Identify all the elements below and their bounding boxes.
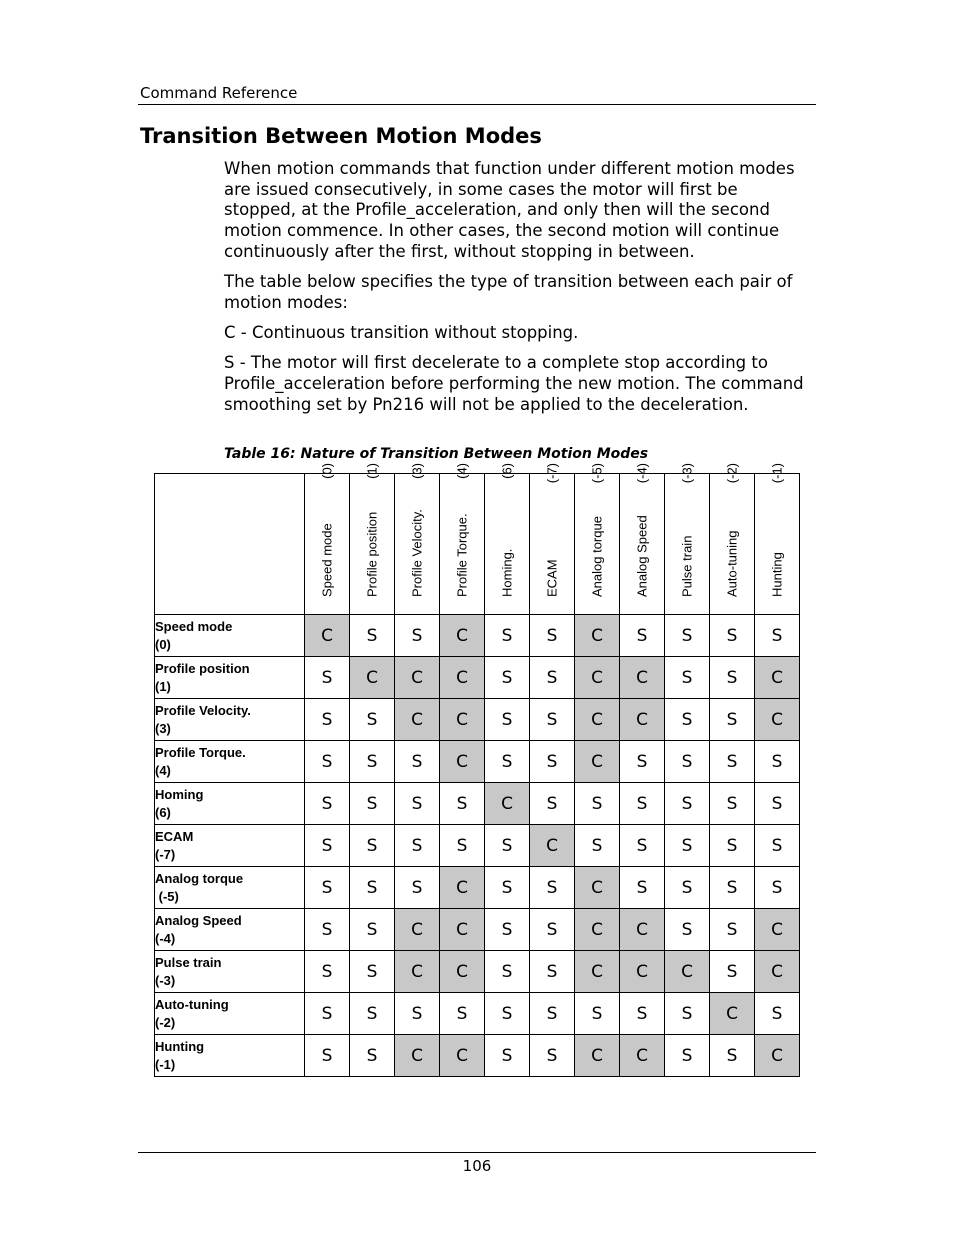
table-cell: S — [305, 951, 350, 993]
column-header-code: (-7) — [544, 463, 560, 484]
table-cell: C — [485, 783, 530, 825]
table-cell: S — [395, 741, 440, 783]
row-label — [155, 951, 305, 993]
table-cell: S — [485, 741, 530, 783]
table-cell: C — [575, 951, 620, 993]
table-cell: C — [755, 657, 800, 699]
table-cell: C — [395, 1035, 440, 1077]
table-cell: S — [710, 615, 755, 657]
table-cell: C — [755, 699, 800, 741]
table-cell: C — [440, 1035, 485, 1077]
column-header-name: Profile position — [364, 511, 380, 597]
table-cell: S — [575, 993, 620, 1035]
column-header — [485, 463, 530, 615]
row-label-name: ECAM — [155, 828, 194, 844]
row-label-code: (-4) — [155, 930, 176, 946]
table-cell: S — [485, 699, 530, 741]
row-label-code: (0) — [155, 636, 171, 652]
row-label — [155, 615, 305, 657]
table-cell: S — [440, 825, 485, 867]
page-number: 106 — [462, 1157, 492, 1175]
table-cell: S — [530, 993, 575, 1035]
table-cell: C — [395, 909, 440, 951]
column-header-name: ECAM — [544, 559, 560, 597]
table-cell: S — [665, 867, 710, 909]
table-cell: C — [575, 699, 620, 741]
column-header-code: (-2) — [724, 463, 740, 484]
table-row — [155, 699, 800, 741]
column-header — [305, 463, 350, 615]
table-cell: S — [710, 909, 755, 951]
table-cell: S — [665, 825, 710, 867]
table-cell: S — [350, 951, 395, 993]
table-row — [155, 825, 800, 867]
column-header — [665, 463, 710, 615]
table-cell: S — [305, 825, 350, 867]
row-label-code: (1) — [155, 678, 171, 694]
row-label — [155, 741, 305, 783]
column-header-name: Analog Speed — [634, 515, 650, 597]
table-cell: C — [440, 741, 485, 783]
column-header-name: Hunting — [769, 552, 785, 597]
table-cell: C — [350, 657, 395, 699]
row-label — [155, 783, 305, 825]
table-cell: C — [530, 825, 575, 867]
table-cell: S — [530, 783, 575, 825]
table-cell: S — [485, 615, 530, 657]
table-cell: C — [575, 1035, 620, 1077]
table-cell: S — [665, 993, 710, 1035]
table-cell: S — [620, 741, 665, 783]
table-cell: S — [665, 615, 710, 657]
table-cell: C — [710, 993, 755, 1035]
footer-rule — [138, 1152, 816, 1153]
table-cell: C — [305, 615, 350, 657]
table-cell: S — [620, 783, 665, 825]
row-label-name: Profile Velocity. — [155, 702, 251, 718]
row-label-code: (-7) — [155, 846, 176, 862]
table-cell: S — [530, 951, 575, 993]
table-cell: S — [305, 1035, 350, 1077]
row-label-code: (-3) — [155, 972, 176, 988]
column-header-name: Pulse train — [679, 535, 695, 597]
table-cell: S — [350, 867, 395, 909]
table-cell: S — [350, 825, 395, 867]
table-cell: S — [395, 993, 440, 1035]
table-cell: S — [575, 825, 620, 867]
table-cell: C — [440, 657, 485, 699]
table-cell: S — [350, 1035, 395, 1077]
body-text — [224, 159, 804, 425]
column-header — [755, 463, 800, 615]
paragraph-intro: When motion commands that function under different motion modes are issued consecutively, in some cases the motor will first be stopped, at the Profile_acceleration, and only then will the second motion commence. In other cases, the second motion will continue continuously after the first, without stopping in between. — [224, 159, 795, 261]
column-header — [620, 463, 665, 615]
paragraph-c-definition: C - Continuous transition without stopping. — [224, 322, 579, 342]
table-cell: S — [710, 867, 755, 909]
table-cell: C — [440, 909, 485, 951]
table-cell: S — [665, 783, 710, 825]
column-header-name: Homing. — [499, 548, 515, 597]
table-cell: S — [485, 993, 530, 1035]
table-cell: C — [665, 951, 710, 993]
table-cell: C — [395, 699, 440, 741]
column-header — [530, 463, 575, 615]
table-cell: S — [710, 951, 755, 993]
row-label-code: (-1) — [155, 1056, 176, 1072]
column-header-code: (6) — [499, 463, 515, 479]
column-header — [575, 463, 620, 615]
table-cell: C — [440, 615, 485, 657]
column-header-name: Speed mode — [319, 523, 335, 597]
table-cell: S — [710, 1035, 755, 1077]
table-row — [155, 867, 800, 909]
table-cell: S — [305, 741, 350, 783]
table-cell: C — [620, 951, 665, 993]
table-cell: C — [575, 741, 620, 783]
header-rule — [138, 104, 816, 105]
table-cell: C — [755, 951, 800, 993]
row-label-name: Auto-tuning — [155, 996, 229, 1012]
table-cell: S — [755, 615, 800, 657]
table-cell: S — [530, 741, 575, 783]
table-cell: S — [485, 1035, 530, 1077]
column-header-code: (0) — [319, 463, 335, 479]
column-header-code: (4) — [454, 463, 470, 479]
table-cell: S — [305, 993, 350, 1035]
table-cell: S — [710, 657, 755, 699]
table-row — [155, 783, 800, 825]
column-header-name: Analog torque — [589, 516, 605, 597]
table-cell: S — [755, 741, 800, 783]
table-cell: S — [755, 993, 800, 1035]
table-cell: C — [440, 951, 485, 993]
table-cell: S — [530, 657, 575, 699]
table-row — [155, 909, 800, 951]
row-label-name: Profile Torque. — [155, 744, 246, 760]
table-cell: C — [575, 867, 620, 909]
table-cell: C — [575, 615, 620, 657]
column-header-name: Profile Velocity. — [409, 509, 425, 597]
column-header-name: Auto-tuning — [724, 530, 740, 597]
column-header — [395, 463, 440, 615]
row-label — [155, 657, 305, 699]
row-label — [155, 1035, 305, 1077]
table-cell: S — [305, 909, 350, 951]
row-label-code: (6) — [155, 804, 171, 820]
row-label-name: Analog torque — [155, 870, 244, 886]
table-cell: S — [710, 825, 755, 867]
table-cell: S — [305, 657, 350, 699]
column-header-code: (-3) — [679, 463, 695, 484]
table-cell: S — [395, 783, 440, 825]
table-cell: S — [440, 993, 485, 1035]
table-cell: S — [620, 825, 665, 867]
row-label-code: (4) — [155, 762, 171, 778]
row-label-name: Speed mode — [155, 618, 233, 634]
table-cell: C — [440, 867, 485, 909]
table-cell: S — [710, 699, 755, 741]
table-cell: S — [530, 867, 575, 909]
table-cell: S — [395, 867, 440, 909]
column-header-code: (-1) — [769, 463, 785, 484]
table-header-row — [155, 474, 800, 615]
table-cell: S — [665, 741, 710, 783]
table-row — [155, 615, 800, 657]
table-cell: C — [620, 699, 665, 741]
row-label — [155, 909, 305, 951]
column-header — [710, 463, 755, 615]
row-label — [155, 993, 305, 1035]
table-cell: S — [350, 741, 395, 783]
table-cell: C — [620, 1035, 665, 1077]
row-label — [155, 867, 305, 909]
table-cell: S — [350, 909, 395, 951]
table-cell: S — [665, 909, 710, 951]
column-header-code: (3) — [409, 463, 425, 479]
table-cell: S — [665, 1035, 710, 1077]
transition-table — [154, 463, 800, 1077]
row-label-code: (3) — [155, 720, 171, 736]
table-cell: S — [530, 909, 575, 951]
table-cell: C — [755, 909, 800, 951]
table-cell: S — [755, 783, 800, 825]
table-caption: Table 16: Nature of Transition Between Motion Modes — [224, 446, 649, 462]
table-cell: C — [575, 657, 620, 699]
row-label-name: Profile position — [155, 660, 250, 676]
row-label-name: Pulse train — [155, 954, 222, 970]
table-cell: S — [620, 615, 665, 657]
table-cell: S — [665, 657, 710, 699]
table-row — [155, 1035, 800, 1077]
table-cell: S — [350, 783, 395, 825]
table-row — [155, 993, 800, 1035]
table-cell: S — [395, 825, 440, 867]
row-label-code: (-2) — [155, 1014, 176, 1030]
table-cell: S — [530, 699, 575, 741]
table-cell: S — [530, 1035, 575, 1077]
table-cell: S — [395, 615, 440, 657]
row-label — [155, 699, 305, 741]
table-cell: S — [710, 783, 755, 825]
table-cell: C — [575, 909, 620, 951]
table-cell: S — [755, 867, 800, 909]
table-cell: S — [305, 867, 350, 909]
table-body — [155, 615, 800, 1077]
table-cell: C — [395, 657, 440, 699]
column-header-code: (1) — [364, 463, 380, 479]
table-cell: C — [755, 1035, 800, 1077]
section-title: Transition Between Motion Modes — [140, 124, 542, 148]
row-label-code: (-5) — [155, 888, 179, 904]
paragraph-table-intro: The table below specifies the type of transition between each pair of motion modes: — [224, 272, 793, 312]
paragraph-s-definition: S - The motor will first decelerate to a complete stop according to Profile_acceleration before performing the new motion. The command smoothing set by Pn216 will not be applied to the deceleration. — [224, 353, 804, 414]
table-cell: C — [395, 951, 440, 993]
table-cell: S — [620, 867, 665, 909]
table-row — [155, 657, 800, 699]
table-cell: S — [305, 783, 350, 825]
table-cell: S — [710, 741, 755, 783]
table-cell: S — [350, 615, 395, 657]
column-header — [440, 463, 485, 615]
table-cell: S — [755, 825, 800, 867]
table-cell: S — [530, 615, 575, 657]
table-cell: S — [485, 825, 530, 867]
table-cell: S — [665, 699, 710, 741]
table-cell: C — [620, 909, 665, 951]
table-cell: C — [440, 699, 485, 741]
table-row — [155, 951, 800, 993]
row-label-name: Homing — [155, 786, 204, 802]
column-header-code: (-4) — [634, 463, 650, 484]
table-cell: S — [305, 699, 350, 741]
row-label — [155, 825, 305, 867]
column-header-code: (-5) — [589, 463, 605, 484]
table-cell: S — [485, 909, 530, 951]
table-cell: S — [575, 783, 620, 825]
table-row — [155, 741, 800, 783]
table-cell: S — [350, 699, 395, 741]
table-cell: S — [485, 657, 530, 699]
column-header-name: Profile Torque. — [454, 513, 470, 597]
table-corner-cell — [155, 474, 305, 615]
table-cell: C — [620, 657, 665, 699]
row-label-name: Analog Speed — [155, 912, 242, 928]
running-header: Command Reference — [140, 84, 298, 102]
table-cell: S — [485, 951, 530, 993]
row-label-name: Hunting — [155, 1038, 205, 1054]
column-header — [350, 463, 395, 615]
table-cell: S — [485, 867, 530, 909]
table-cell: S — [350, 993, 395, 1035]
table-cell: S — [620, 993, 665, 1035]
table-cell: S — [440, 783, 485, 825]
